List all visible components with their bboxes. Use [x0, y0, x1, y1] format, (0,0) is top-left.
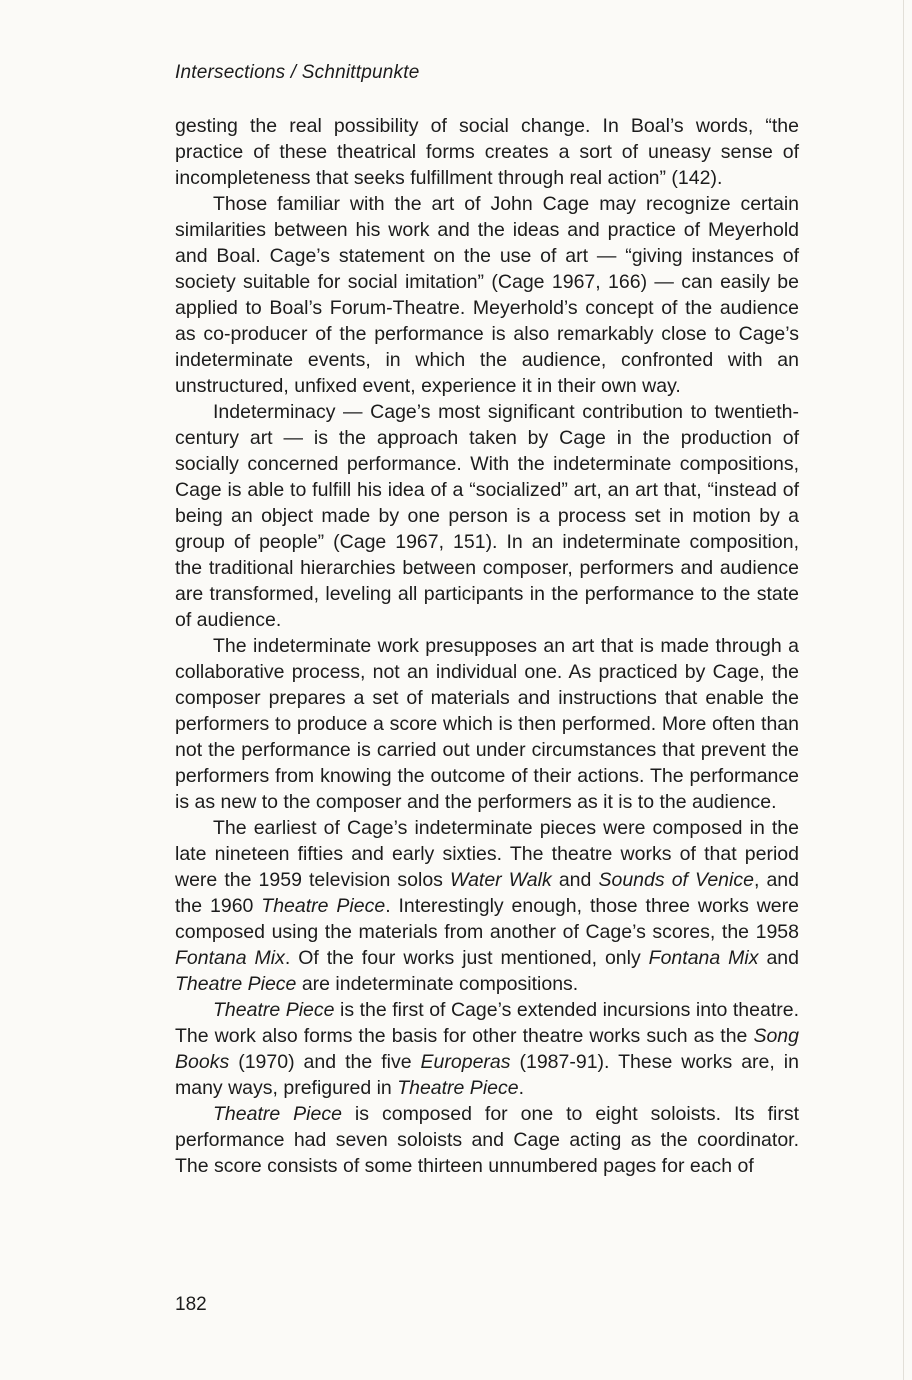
running-head: Intersections / Schnittpunkte — [175, 62, 420, 83]
text-run: The earliest of Cage’s indeterminate pieces were composed in the late nineteen fifties and early sixties. The theatre works of that period were the 1959 television solos — [175, 817, 799, 891]
italic-title: Fontana Mix — [175, 947, 285, 969]
page-number: 182 — [175, 1294, 207, 1315]
italic-title: Theatre Piece — [213, 999, 335, 1021]
text-run: . — [518, 1077, 525, 1099]
paragraph — [175, 1101, 799, 1179]
text-run: (1970) and the five — [229, 1051, 421, 1073]
text-run: gesting the real possibility of social change. In Boal’s words, “the practice of these theatrical forms creates a sort of uneasy sense of incompleteness that seeks fulfillment through real action” (142). — [175, 115, 799, 189]
text-run: are indeterminate compositions. — [296, 973, 579, 995]
text-run: Indeterminacy — Cage’s most significant contribution to twentieth-century art — is the approach taken by Cage in the production of socially concerned performance. With the indeterminate compositions, Cage is able to fulfill his idea of a “socialized” art, an art that, “instead of being an object made by one person is a process set in motion by a group of people” (Cage 1967, 151). In an indeterminate composition, the traditional hierarchies between composer, performers and audience are transformed, leveling all participants in the performance to the state of audience. — [175, 401, 799, 631]
text-run: , and the 1960 — [175, 869, 799, 917]
text-run: is the first of Cage’s extended incursions into theatre. The work also forms the basis for other theatre works such as the — [175, 999, 799, 1047]
text-run: and — [758, 947, 799, 969]
paragraph — [175, 113, 799, 191]
paragraph — [175, 191, 799, 399]
body-text — [175, 113, 799, 1179]
paragraph — [175, 399, 799, 633]
text-run: (1987-91). These works are, in many ways, prefigured in — [175, 1051, 799, 1099]
italic-title: Europeras — [420, 1051, 511, 1073]
paragraph — [175, 997, 799, 1101]
italic-title: Theatre Piece — [397, 1077, 519, 1099]
italic-title: Water Walk — [450, 869, 552, 891]
italic-title: Theatre Piece — [213, 1103, 342, 1125]
text-run: and — [551, 869, 599, 891]
italic-title: Fontana Mix — [648, 947, 759, 969]
italic-title: Theatre Piece — [175, 973, 297, 995]
italic-title: Theatre Piece — [261, 895, 386, 917]
text-run: Those familiar with the art of John Cage may recognize certain similarities between his work and the ideas and practice of Meyerhold and Boal. Cage’s statement on the use of art — “giving instances of society suitable for social imitation” (Cage 1967, 166) — can easily be applied to Boal’s Forum-Theatre. Meyerhold’s concept of the audience as co-producer of the performance is also remarkably close to Cage’s indeterminate events, in which the audience, confronted with an unstructured, unfixed event, experience it in their own way. — [175, 193, 799, 397]
text-run: . Of the four works just mentioned, only — [284, 947, 649, 969]
text-run: . Interestingly enough, those three works were composed using the materials from another of Cage’s scores, the 1958 — [175, 895, 799, 943]
text-run: The indeterminate work presupposes an art that is made through a collaborative process, not an individual one. As practiced by Cage, the composer prepares a set of materials and instructions that enable the performers to produce a score which is then performed. More often than not the performance is carried out under circumstances that prevent the performers from knowing the outcome of their actions. The performance is as new to the composer and the performers as it is to the audience. — [175, 635, 799, 813]
paragraph — [175, 815, 799, 997]
page-edge — [903, 0, 904, 1380]
italic-title: Song Books — [175, 1025, 799, 1073]
paragraph — [175, 633, 799, 815]
text-run: is composed for one to eight soloists. Its first performance had seven soloists and Cage acting as the coordinator. The score consists of some thirteen unnumbered pages for each of — [175, 1103, 799, 1177]
italic-title: Sounds of Venice — [598, 869, 754, 891]
